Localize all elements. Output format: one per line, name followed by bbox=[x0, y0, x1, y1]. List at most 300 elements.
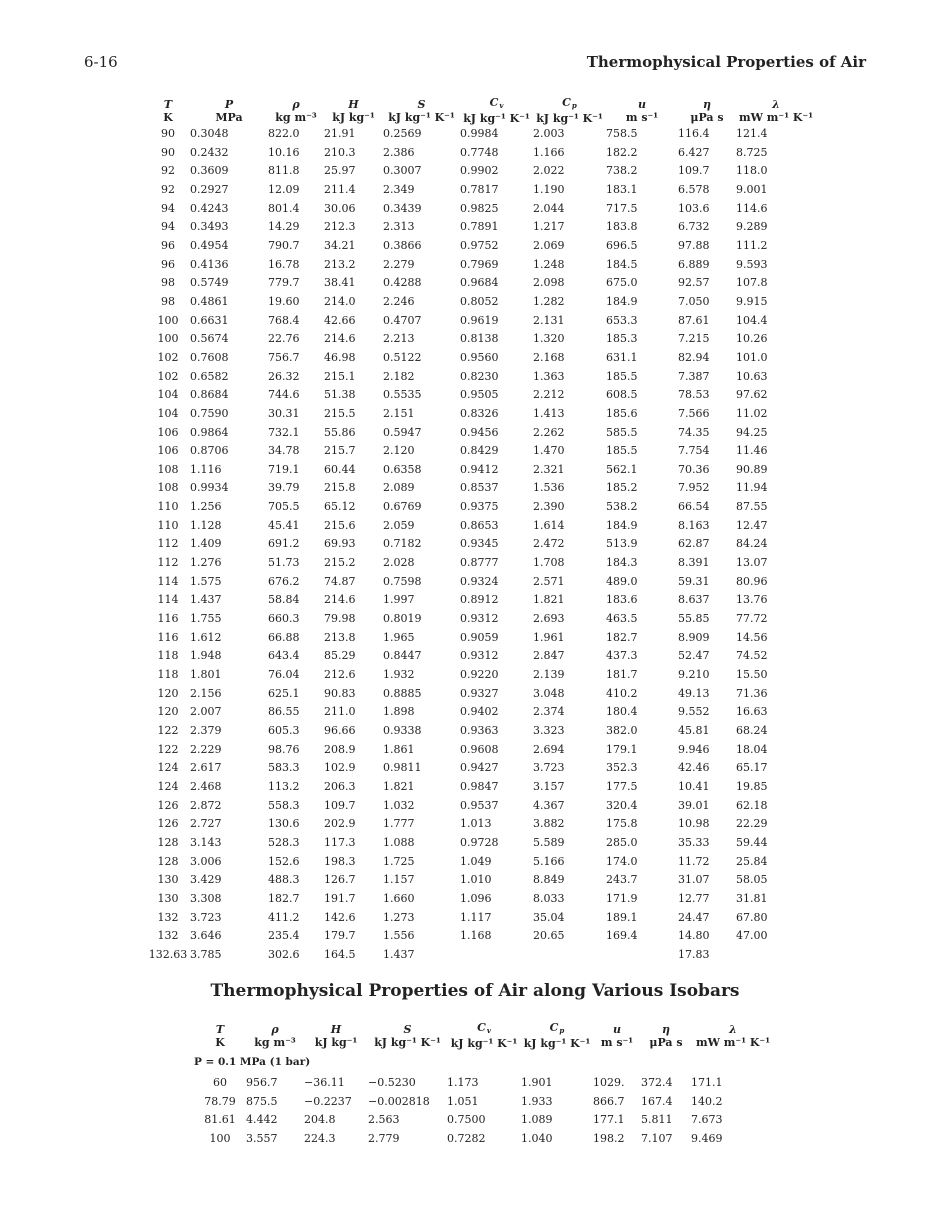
column-symbol: T bbox=[215, 1022, 225, 1036]
table-cell: 1.413 bbox=[533, 406, 565, 420]
table-cell: 65.12 bbox=[324, 500, 356, 514]
table-cell: 116 bbox=[157, 630, 179, 644]
table-cell: 0.5749 bbox=[190, 276, 229, 290]
table-cell: 2.151 bbox=[383, 406, 415, 420]
table-cell: 34.21 bbox=[324, 238, 356, 252]
table-cell: 102.9 bbox=[324, 761, 356, 775]
table-cell: 0.4861 bbox=[190, 294, 229, 308]
table-cell: 1.013 bbox=[460, 817, 492, 831]
table-cell: 102 bbox=[157, 369, 179, 383]
table-cell: 94 bbox=[161, 220, 175, 234]
table-cell: −0.5230 bbox=[368, 1076, 416, 1089]
column-symbol: C bbox=[549, 1021, 559, 1034]
column-unit: m s⁻¹ bbox=[600, 1035, 634, 1049]
table-cell: 0.6582 bbox=[190, 369, 229, 383]
table-cell: 3.143 bbox=[190, 835, 222, 849]
column-symbol: T bbox=[163, 97, 173, 111]
column-symbol: H bbox=[330, 1022, 342, 1036]
table-cell: 169.4 bbox=[606, 929, 638, 943]
table-cell: 7.387 bbox=[678, 369, 710, 383]
table-row bbox=[146, 666, 816, 685]
table-cell: 1.725 bbox=[383, 854, 415, 868]
table-cell: 177.5 bbox=[606, 779, 638, 793]
table-cell: 3.557 bbox=[246, 1132, 278, 1146]
table-cell: 0.9375 bbox=[460, 500, 499, 514]
table-cell: 8.163 bbox=[678, 518, 710, 532]
table-cell: 0.4288 bbox=[383, 276, 422, 290]
table-cell: 2.213 bbox=[383, 332, 415, 346]
table-row bbox=[146, 647, 816, 666]
table-cell: 488.3 bbox=[268, 873, 300, 887]
table-cell: 6.578 bbox=[678, 182, 710, 196]
table-row bbox=[146, 479, 816, 498]
table-cell: 0.3439 bbox=[383, 201, 422, 215]
table-cell: 8.849 bbox=[533, 873, 565, 887]
table-cell: 87.61 bbox=[678, 313, 710, 327]
column-symbol-subscript: p bbox=[571, 101, 577, 110]
table-cell: 1.363 bbox=[533, 369, 565, 383]
table-cell: 1.536 bbox=[533, 481, 565, 495]
table-cell: 1.010 bbox=[460, 873, 492, 887]
table-row bbox=[146, 591, 816, 610]
table-cell: 198.2 bbox=[593, 1132, 625, 1146]
table-cell: 875.5 bbox=[246, 1094, 278, 1108]
table-cell: 0.5122 bbox=[383, 350, 422, 364]
table-cell: 214.6 bbox=[324, 332, 356, 346]
table-cell: 164.5 bbox=[324, 947, 356, 961]
table-cell: 116.4 bbox=[678, 127, 710, 140]
table-cell: 2.098 bbox=[533, 276, 565, 290]
table-cell: 122 bbox=[157, 724, 179, 737]
table-cell: 142.6 bbox=[324, 910, 356, 924]
table-cell: 528.3 bbox=[268, 835, 300, 849]
table-cell: 1.708 bbox=[533, 556, 565, 570]
table-cell: 0.7182 bbox=[383, 537, 422, 551]
table-cell: 118.0 bbox=[736, 164, 768, 178]
table-cell: 126.7 bbox=[324, 873, 356, 887]
column-symbol-subscript: p bbox=[559, 1026, 565, 1035]
isobar-label-row bbox=[194, 1050, 775, 1074]
table-cell: 0.8537 bbox=[460, 481, 499, 495]
table-cell: 118 bbox=[157, 649, 179, 663]
table-row bbox=[146, 741, 816, 760]
table-cell: 215.6 bbox=[324, 518, 356, 532]
table-cell: 1.556 bbox=[383, 929, 415, 943]
column-unit: kJ kg⁻¹ K⁻¹ bbox=[463, 112, 530, 125]
table-cell: 184.9 bbox=[606, 518, 638, 532]
table-cell: 189.1 bbox=[606, 910, 638, 924]
table-cell: 30.06 bbox=[324, 201, 356, 215]
table-cell: 78.79 bbox=[204, 1094, 236, 1108]
table-cell: 132.63 bbox=[148, 947, 188, 961]
table-cell: 0.9220 bbox=[460, 668, 499, 682]
table-row bbox=[194, 1093, 775, 1112]
table-cell: 11.02 bbox=[736, 406, 768, 420]
table-cell: 1.089 bbox=[521, 1113, 553, 1127]
table-cell: 411.2 bbox=[268, 910, 300, 924]
table-cell: 152.6 bbox=[268, 854, 300, 868]
table-cell: 372.4 bbox=[641, 1076, 673, 1089]
table-cell: 3.723 bbox=[190, 910, 222, 924]
section-title: Thermophysical Properties of Air along Various Isobars bbox=[210, 981, 740, 1001]
table-cell: 2.379 bbox=[190, 724, 222, 737]
table-cell: 1.117 bbox=[460, 910, 492, 924]
table-cell: 0.9324 bbox=[460, 574, 499, 588]
table-cell: 71.36 bbox=[736, 686, 768, 700]
table-cell: 31.07 bbox=[678, 873, 710, 887]
table-cell: 52.47 bbox=[678, 649, 710, 663]
table-row bbox=[146, 237, 816, 256]
table-cell: 25.97 bbox=[324, 164, 356, 178]
table-header-row bbox=[194, 1021, 775, 1050]
table-cell: 213.8 bbox=[324, 630, 356, 644]
table-cell: 108 bbox=[157, 481, 179, 495]
table-cell: 118 bbox=[157, 668, 179, 682]
table-cell: 1.032 bbox=[383, 798, 415, 812]
table-cell: 9.469 bbox=[691, 1132, 723, 1146]
table-cell: 213.2 bbox=[324, 257, 356, 271]
table-cell: 211.0 bbox=[324, 705, 356, 719]
table-cell: 0.2432 bbox=[190, 145, 229, 159]
table-cell: 1.614 bbox=[533, 518, 565, 532]
column-symbol: u bbox=[638, 97, 646, 111]
table-cell: 80.96 bbox=[736, 574, 768, 588]
table-cell: 77.72 bbox=[736, 612, 768, 626]
table-row bbox=[146, 797, 816, 816]
table-cell: 112 bbox=[157, 556, 179, 570]
table-cell: 6.889 bbox=[678, 257, 710, 271]
table-cell: 2.727 bbox=[190, 817, 222, 831]
table-cell: 513.9 bbox=[606, 537, 638, 551]
table-cell: 0.9684 bbox=[460, 276, 499, 290]
column-header bbox=[304, 1021, 368, 1050]
column-header bbox=[190, 96, 268, 125]
table-cell: 1.861 bbox=[383, 742, 415, 756]
table-cell bbox=[460, 946, 533, 965]
table-row bbox=[146, 946, 816, 965]
table-cell: 42.66 bbox=[324, 313, 356, 327]
table-cell: 1.821 bbox=[533, 593, 565, 607]
table-cell: 58.84 bbox=[268, 593, 300, 607]
table-cell: 676.2 bbox=[268, 574, 300, 588]
table-cell: 1.961 bbox=[533, 630, 565, 644]
table-cell: 39.01 bbox=[678, 798, 710, 812]
table-cell: 0.8052 bbox=[460, 294, 499, 308]
table-cell: 0.3493 bbox=[190, 220, 229, 234]
column-header bbox=[383, 96, 460, 125]
table-cell: 410.2 bbox=[606, 686, 638, 700]
table-cell: 198.3 bbox=[324, 854, 356, 868]
column-header bbox=[246, 1021, 304, 1050]
table-cell: 94.25 bbox=[736, 425, 768, 439]
table-row bbox=[146, 200, 816, 219]
table-cell: 2.131 bbox=[533, 313, 565, 327]
table-row bbox=[146, 312, 816, 331]
table-cell: 1.173 bbox=[447, 1076, 479, 1089]
table-cell: 0.7608 bbox=[190, 350, 229, 364]
table-cell: 7.215 bbox=[678, 332, 710, 346]
table-cell: 3.785 bbox=[190, 947, 222, 961]
column-symbol: λ bbox=[729, 1022, 737, 1036]
table-cell: 215.1 bbox=[324, 369, 356, 383]
table-cell: 1.933 bbox=[521, 1094, 553, 1108]
table-cell: 12.09 bbox=[268, 182, 300, 196]
table-cell: 2.022 bbox=[533, 164, 565, 178]
column-header bbox=[368, 1021, 447, 1050]
table-row bbox=[146, 461, 816, 480]
table-cell: 1.040 bbox=[521, 1132, 553, 1146]
table-cell: 0.9847 bbox=[460, 779, 499, 793]
table-cell: 1.276 bbox=[190, 556, 222, 570]
table-cell: 128 bbox=[157, 835, 179, 849]
table-cell: 0.9059 bbox=[460, 630, 499, 644]
table-cell: 114.6 bbox=[736, 201, 768, 215]
table-cell: 79.98 bbox=[324, 612, 356, 626]
table-cell: 39.79 bbox=[268, 481, 300, 495]
table-cell: 2.468 bbox=[190, 779, 222, 793]
table-row bbox=[146, 405, 816, 424]
table-cell: 104 bbox=[157, 388, 179, 402]
column-unit: kJ kg⁻¹ K⁻¹ bbox=[388, 110, 455, 124]
table-cell: 9.210 bbox=[678, 668, 710, 682]
table-cell: 866.7 bbox=[593, 1094, 625, 1108]
table-cell: 97.62 bbox=[736, 388, 768, 402]
table-cell: 30.31 bbox=[268, 406, 300, 420]
table-cell: 182.2 bbox=[606, 145, 638, 159]
table-cell: 691.2 bbox=[268, 537, 300, 551]
table-cell: 113.2 bbox=[268, 779, 300, 793]
column-unit: m s⁻¹ bbox=[625, 110, 659, 124]
table-cell: 2.374 bbox=[533, 705, 565, 719]
table-cell: 81.61 bbox=[204, 1113, 236, 1127]
table-cell: 171.1 bbox=[691, 1076, 723, 1089]
table-cell: 811.8 bbox=[268, 164, 300, 178]
table-cell: 2.028 bbox=[383, 556, 415, 570]
table-cell: 0.9560 bbox=[460, 350, 499, 364]
table-cell: 167.4 bbox=[641, 1094, 673, 1108]
table-cell: 19.60 bbox=[268, 294, 300, 308]
column-symbol: C bbox=[489, 96, 499, 109]
table-cell: 2.872 bbox=[190, 798, 222, 812]
table-cell: 92 bbox=[161, 182, 175, 196]
table-cell: 76.04 bbox=[268, 668, 300, 682]
table-cell: 181.7 bbox=[606, 668, 638, 682]
table-cell: 2.390 bbox=[533, 500, 565, 514]
table-cell: 2.212 bbox=[533, 388, 565, 402]
table-cell: 738.2 bbox=[606, 164, 638, 178]
table-row bbox=[146, 871, 816, 890]
table-cell: 25.84 bbox=[736, 854, 768, 868]
table-cell: 0.9619 bbox=[460, 313, 499, 327]
table-cell: 140.2 bbox=[691, 1094, 723, 1108]
table-cell: 956.7 bbox=[246, 1076, 278, 1089]
table-cell: 653.3 bbox=[606, 313, 638, 327]
table-row bbox=[146, 629, 816, 648]
table-cell: 98 bbox=[161, 294, 175, 308]
column-unit: kJ kg⁻¹ K⁻¹ bbox=[536, 112, 603, 125]
table-cell: 110 bbox=[157, 500, 179, 514]
table-cell: 583.3 bbox=[268, 761, 300, 775]
table-cell: 558.3 bbox=[268, 798, 300, 812]
table-cell: 90 bbox=[161, 127, 175, 140]
table-row bbox=[146, 610, 816, 629]
isobar-table bbox=[194, 1021, 775, 1149]
table-cell: 717.5 bbox=[606, 201, 638, 215]
table-row bbox=[146, 386, 816, 405]
table-row bbox=[146, 181, 816, 200]
column-symbol: ρ bbox=[292, 97, 300, 111]
table-cell: 0.9363 bbox=[460, 724, 499, 737]
column-header bbox=[593, 1021, 641, 1050]
table-cell: 90 bbox=[161, 145, 175, 159]
table-cell: 4.442 bbox=[246, 1113, 278, 1127]
table-cell: 3.006 bbox=[190, 854, 222, 868]
table-cell: 47.00 bbox=[736, 929, 768, 943]
table-cell: 130 bbox=[157, 891, 179, 905]
table-cell: 0.3609 bbox=[190, 164, 229, 178]
table-cell: 42.46 bbox=[678, 761, 710, 775]
table-cell: 0.9984 bbox=[460, 127, 499, 140]
table-cell: 6.427 bbox=[678, 145, 710, 159]
table-cell: 1.932 bbox=[383, 668, 415, 682]
table-cell: 114 bbox=[157, 574, 179, 588]
table-cell: 0.9456 bbox=[460, 425, 499, 439]
column-symbol: P bbox=[224, 97, 234, 111]
column-unit: MPa bbox=[215, 110, 243, 124]
table-cell: 756.7 bbox=[268, 350, 300, 364]
table-cell: 3.323 bbox=[533, 724, 565, 737]
table-cell: 643.4 bbox=[268, 649, 300, 663]
column-unit: kg m⁻³ bbox=[275, 110, 317, 124]
table-cell: 8.637 bbox=[678, 593, 710, 607]
table-cell: 3.308 bbox=[190, 891, 222, 905]
column-unit: mW m⁻¹ K⁻¹ bbox=[738, 110, 814, 124]
table-cell: 0.5674 bbox=[190, 332, 229, 346]
table-cell: 14.80 bbox=[678, 929, 710, 943]
table-cell: 1.088 bbox=[383, 835, 415, 849]
table-cell: 92 bbox=[161, 164, 175, 178]
table-cell: 120 bbox=[157, 686, 179, 700]
table-cell: 130 bbox=[157, 873, 179, 887]
table-cell: 107.8 bbox=[736, 276, 768, 290]
table-cell: 100 bbox=[157, 332, 179, 346]
table-cell: 45.41 bbox=[268, 518, 300, 532]
table-cell: 285.0 bbox=[606, 835, 638, 849]
table-cell: 758.5 bbox=[606, 127, 638, 140]
table-cell: 0.2927 bbox=[190, 182, 229, 196]
table-cell: 0.8019 bbox=[383, 612, 422, 626]
table-cell: 489.0 bbox=[606, 574, 638, 588]
table-cell: 1.997 bbox=[383, 593, 415, 607]
table-cell: 132 bbox=[157, 910, 179, 924]
table-cell: 184.3 bbox=[606, 556, 638, 570]
table-cell: 13.07 bbox=[736, 556, 768, 570]
table-cell: 0.8447 bbox=[383, 649, 422, 663]
table-cell: 822.0 bbox=[268, 127, 300, 140]
table-cell: 212.3 bbox=[324, 220, 356, 234]
table-cell: 124 bbox=[157, 761, 179, 775]
table-cell: 0.9427 bbox=[460, 761, 499, 775]
table-cell: 210.3 bbox=[324, 145, 356, 159]
table-cell: 24.47 bbox=[678, 910, 710, 924]
table-cell: 2.044 bbox=[533, 201, 565, 215]
table-row bbox=[146, 368, 816, 387]
table-cell: 801.4 bbox=[268, 201, 300, 215]
column-symbol: λ bbox=[772, 97, 780, 111]
table-cell: 0.9402 bbox=[460, 705, 499, 719]
table-cell: 17.83 bbox=[678, 947, 710, 961]
table-cell: 302.6 bbox=[268, 947, 300, 961]
table-row bbox=[146, 424, 816, 443]
table-cell: 585.5 bbox=[606, 425, 638, 439]
isobar-label: P = 0.1 MPa (1 bar) bbox=[194, 1056, 311, 1069]
table-cell: 0.9505 bbox=[460, 388, 499, 402]
table-cell: 116 bbox=[157, 612, 179, 626]
table-cell: 58.05 bbox=[736, 873, 768, 887]
table-cell: 2.313 bbox=[383, 220, 415, 234]
table-cell: 66.54 bbox=[678, 500, 710, 514]
table-cell: 22.29 bbox=[736, 817, 768, 831]
table-cell: 1.965 bbox=[383, 630, 415, 644]
table-cell: 111.2 bbox=[736, 238, 768, 252]
table-cell: 184.5 bbox=[606, 257, 638, 271]
column-unit: mW m⁻¹ K⁻¹ bbox=[695, 1035, 771, 1049]
table-cell: 55.86 bbox=[324, 425, 356, 439]
table-cell: 66.88 bbox=[268, 630, 300, 644]
table-cell: 46.98 bbox=[324, 350, 356, 364]
table-cell: 38.41 bbox=[324, 276, 356, 290]
table-cell: 382.0 bbox=[606, 724, 638, 737]
table-cell: 51.38 bbox=[324, 388, 356, 402]
table-row bbox=[146, 517, 816, 536]
column-symbol: H bbox=[348, 97, 359, 111]
table-cell: 19.85 bbox=[736, 779, 768, 793]
table-cell: 768.4 bbox=[268, 313, 300, 327]
table-cell: −0.002818 bbox=[368, 1094, 430, 1108]
table-cell: 132 bbox=[157, 929, 179, 943]
table-cell: 0.9864 bbox=[190, 425, 229, 439]
table-cell: 109.7 bbox=[678, 164, 710, 178]
table-cell: 0.9338 bbox=[383, 724, 422, 737]
table-cell: 215.8 bbox=[324, 481, 356, 495]
table-cell: 0.8777 bbox=[460, 556, 499, 570]
table-cell: 98 bbox=[161, 276, 175, 290]
table-cell: 2.349 bbox=[383, 182, 415, 196]
table-cell: 235.4 bbox=[268, 929, 300, 943]
table-row bbox=[146, 293, 816, 312]
table-cell: 2.007 bbox=[190, 705, 222, 719]
table-cell: 0.6358 bbox=[383, 462, 422, 476]
table-cell: 126 bbox=[157, 798, 179, 812]
table-row bbox=[146, 498, 816, 517]
table-cell: 7.107 bbox=[641, 1132, 673, 1146]
table-cell: 1.049 bbox=[460, 854, 492, 868]
column-unit: kg m⁻³ bbox=[254, 1035, 296, 1049]
table-cell: 437.3 bbox=[606, 649, 638, 663]
table-cell: 0.7969 bbox=[460, 257, 499, 271]
table-cell: 185.5 bbox=[606, 369, 638, 383]
column-header bbox=[324, 96, 383, 125]
table-cell: 96 bbox=[161, 257, 175, 271]
table-cell: 174.0 bbox=[606, 854, 638, 868]
table-cell: 124 bbox=[157, 779, 179, 793]
table-row bbox=[146, 256, 816, 275]
column-unit: kJ kg⁻¹ bbox=[314, 1035, 358, 1049]
table-cell: 0.6769 bbox=[383, 500, 422, 514]
table-cell: 2.246 bbox=[383, 294, 415, 308]
table-cell: 732.1 bbox=[268, 425, 300, 439]
table-cell: 122 bbox=[157, 742, 179, 756]
